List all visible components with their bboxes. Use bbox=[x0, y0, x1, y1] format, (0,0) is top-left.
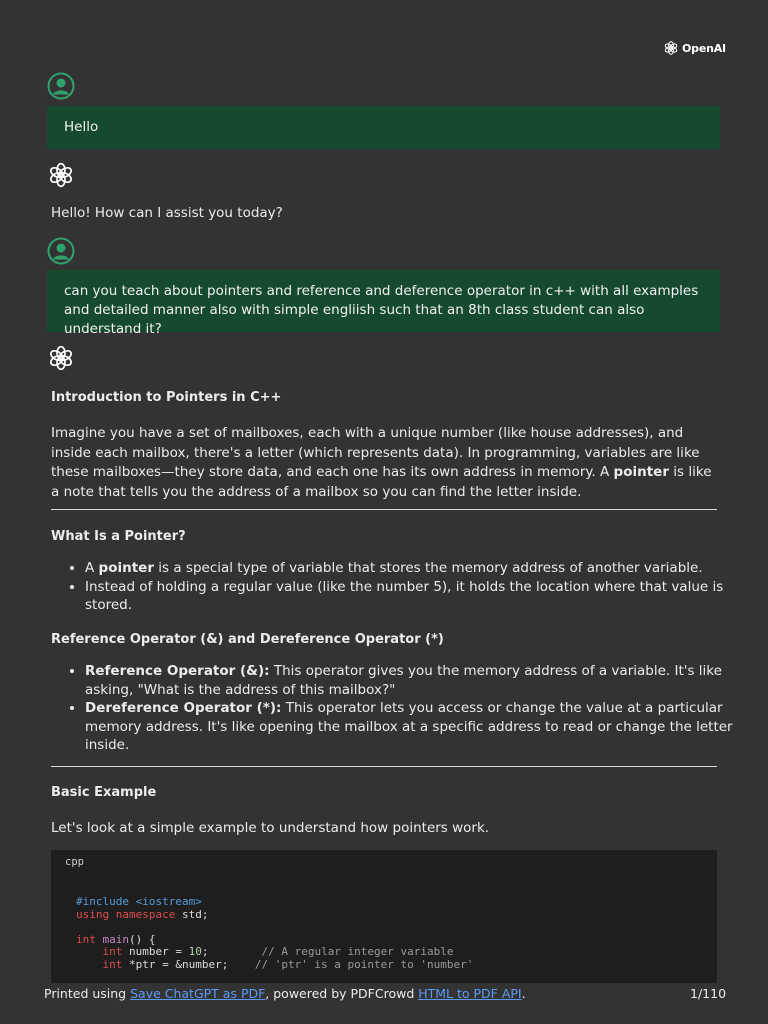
paragraph: Let's look at a simple example to understand how pointers work. bbox=[51, 820, 490, 836]
code-content bbox=[76, 896, 473, 971]
code-token: int bbox=[102, 945, 123, 958]
footer-label: . bbox=[521, 986, 526, 1001]
bold-term: pointer bbox=[613, 464, 669, 480]
chatgpt-avatar-icon bbox=[47, 344, 75, 372]
list-item bbox=[85, 699, 745, 755]
assistant-message: Hello! How can I assist you today? bbox=[51, 205, 283, 221]
bullet-list bbox=[51, 662, 745, 755]
list-item-text: A bbox=[85, 560, 99, 576]
footer-text bbox=[44, 986, 526, 1001]
code-token: 10 bbox=[188, 945, 202, 958]
code-token: number = bbox=[122, 945, 189, 958]
html-to-pdf-link[interactable]: HTML to PDF API bbox=[418, 986, 522, 1001]
section-heading: Basic Example bbox=[51, 785, 157, 800]
print-footer bbox=[0, 983, 768, 1024]
code-token: namespace bbox=[115, 907, 176, 921]
footer-label: , powered by PDFCrowd bbox=[265, 986, 419, 1001]
list-item-text: This operator lets you access or change the value at a particular memory address. It's like opening the mailbox at a specific address to read or change the letter inside. bbox=[85, 700, 733, 753]
paragraph-text: is like a note that tells you the address of a mailbox so you can find the letter inside. bbox=[51, 464, 712, 500]
code-language-label: cpp bbox=[65, 856, 84, 868]
code-comment: // A regular integer variable bbox=[261, 945, 454, 958]
code-token: () { bbox=[129, 932, 156, 946]
page-number: 1/110 bbox=[690, 986, 727, 1001]
code-token: std; bbox=[175, 907, 209, 921]
code-token: #include bbox=[76, 895, 129, 908]
user-message bbox=[47, 270, 720, 337]
list-item bbox=[85, 559, 745, 578]
list-item-text: This operator gives you the memory address of a variable. It's like asking, "What is the address of this mailbox?" bbox=[85, 663, 722, 698]
section-heading: Introduction to Pointers in C++ bbox=[51, 390, 282, 405]
paragraph bbox=[51, 424, 717, 502]
bold-term: pointer bbox=[98, 560, 154, 576]
code-token: int bbox=[102, 957, 123, 971]
list-item-text: is a special type of variable that stores the memory address of another variable. bbox=[153, 560, 703, 576]
code-token: ; bbox=[201, 945, 262, 958]
divider bbox=[51, 766, 717, 767]
divider bbox=[51, 509, 717, 510]
openai-icon bbox=[663, 40, 679, 56]
bold-term: Reference Operator (&): bbox=[85, 663, 270, 679]
save-chatgpt-link[interactable]: Save ChatGPT as PDF bbox=[130, 986, 266, 1001]
brand-name: OpenAI bbox=[682, 41, 726, 55]
code-token: main bbox=[102, 932, 129, 946]
code-token: <iostream> bbox=[135, 895, 202, 908]
code-token: *ptr = &number; bbox=[122, 957, 255, 971]
user-avatar-icon bbox=[47, 237, 75, 265]
list-item bbox=[85, 662, 745, 699]
openai-logo bbox=[663, 40, 726, 56]
code-token: using bbox=[76, 907, 110, 921]
code-comment: // 'ptr' is a pointer to 'number' bbox=[254, 957, 474, 971]
bold-term: Dereference Operator (*): bbox=[85, 700, 282, 716]
chatgpt-avatar-icon bbox=[47, 161, 75, 189]
user-avatar-icon bbox=[47, 72, 75, 100]
section-heading: What Is a Pointer? bbox=[51, 529, 186, 544]
code-block[interactable] bbox=[51, 850, 717, 990]
bullet-list bbox=[51, 559, 745, 615]
user-message-text: can you teach about pointers and reference and deference operator in c++ with all examples and detailed manner also with simple engliish such that an 8th class student can also understand it? bbox=[64, 283, 699, 337]
user-message bbox=[47, 106, 720, 149]
paragraph-text: Imagine you have a set of mailboxes, each with a unique number (like house addresses), and inside each mailbox, there's a letter (which represents data). In programming, variables are like these mailboxes—they store data, and each one has its own address in memory. A bbox=[51, 425, 700, 480]
user-message-text: Hello bbox=[64, 119, 99, 135]
section-heading: Reference Operator (&) and Dereference Operator (*) bbox=[51, 632, 444, 647]
footer-label: Printed using bbox=[44, 986, 131, 1001]
list-item: • Instead of holding a regular value (like the number 5), it holds the location where that value is stored. bbox=[85, 578, 745, 615]
code-token: int bbox=[76, 932, 96, 946]
